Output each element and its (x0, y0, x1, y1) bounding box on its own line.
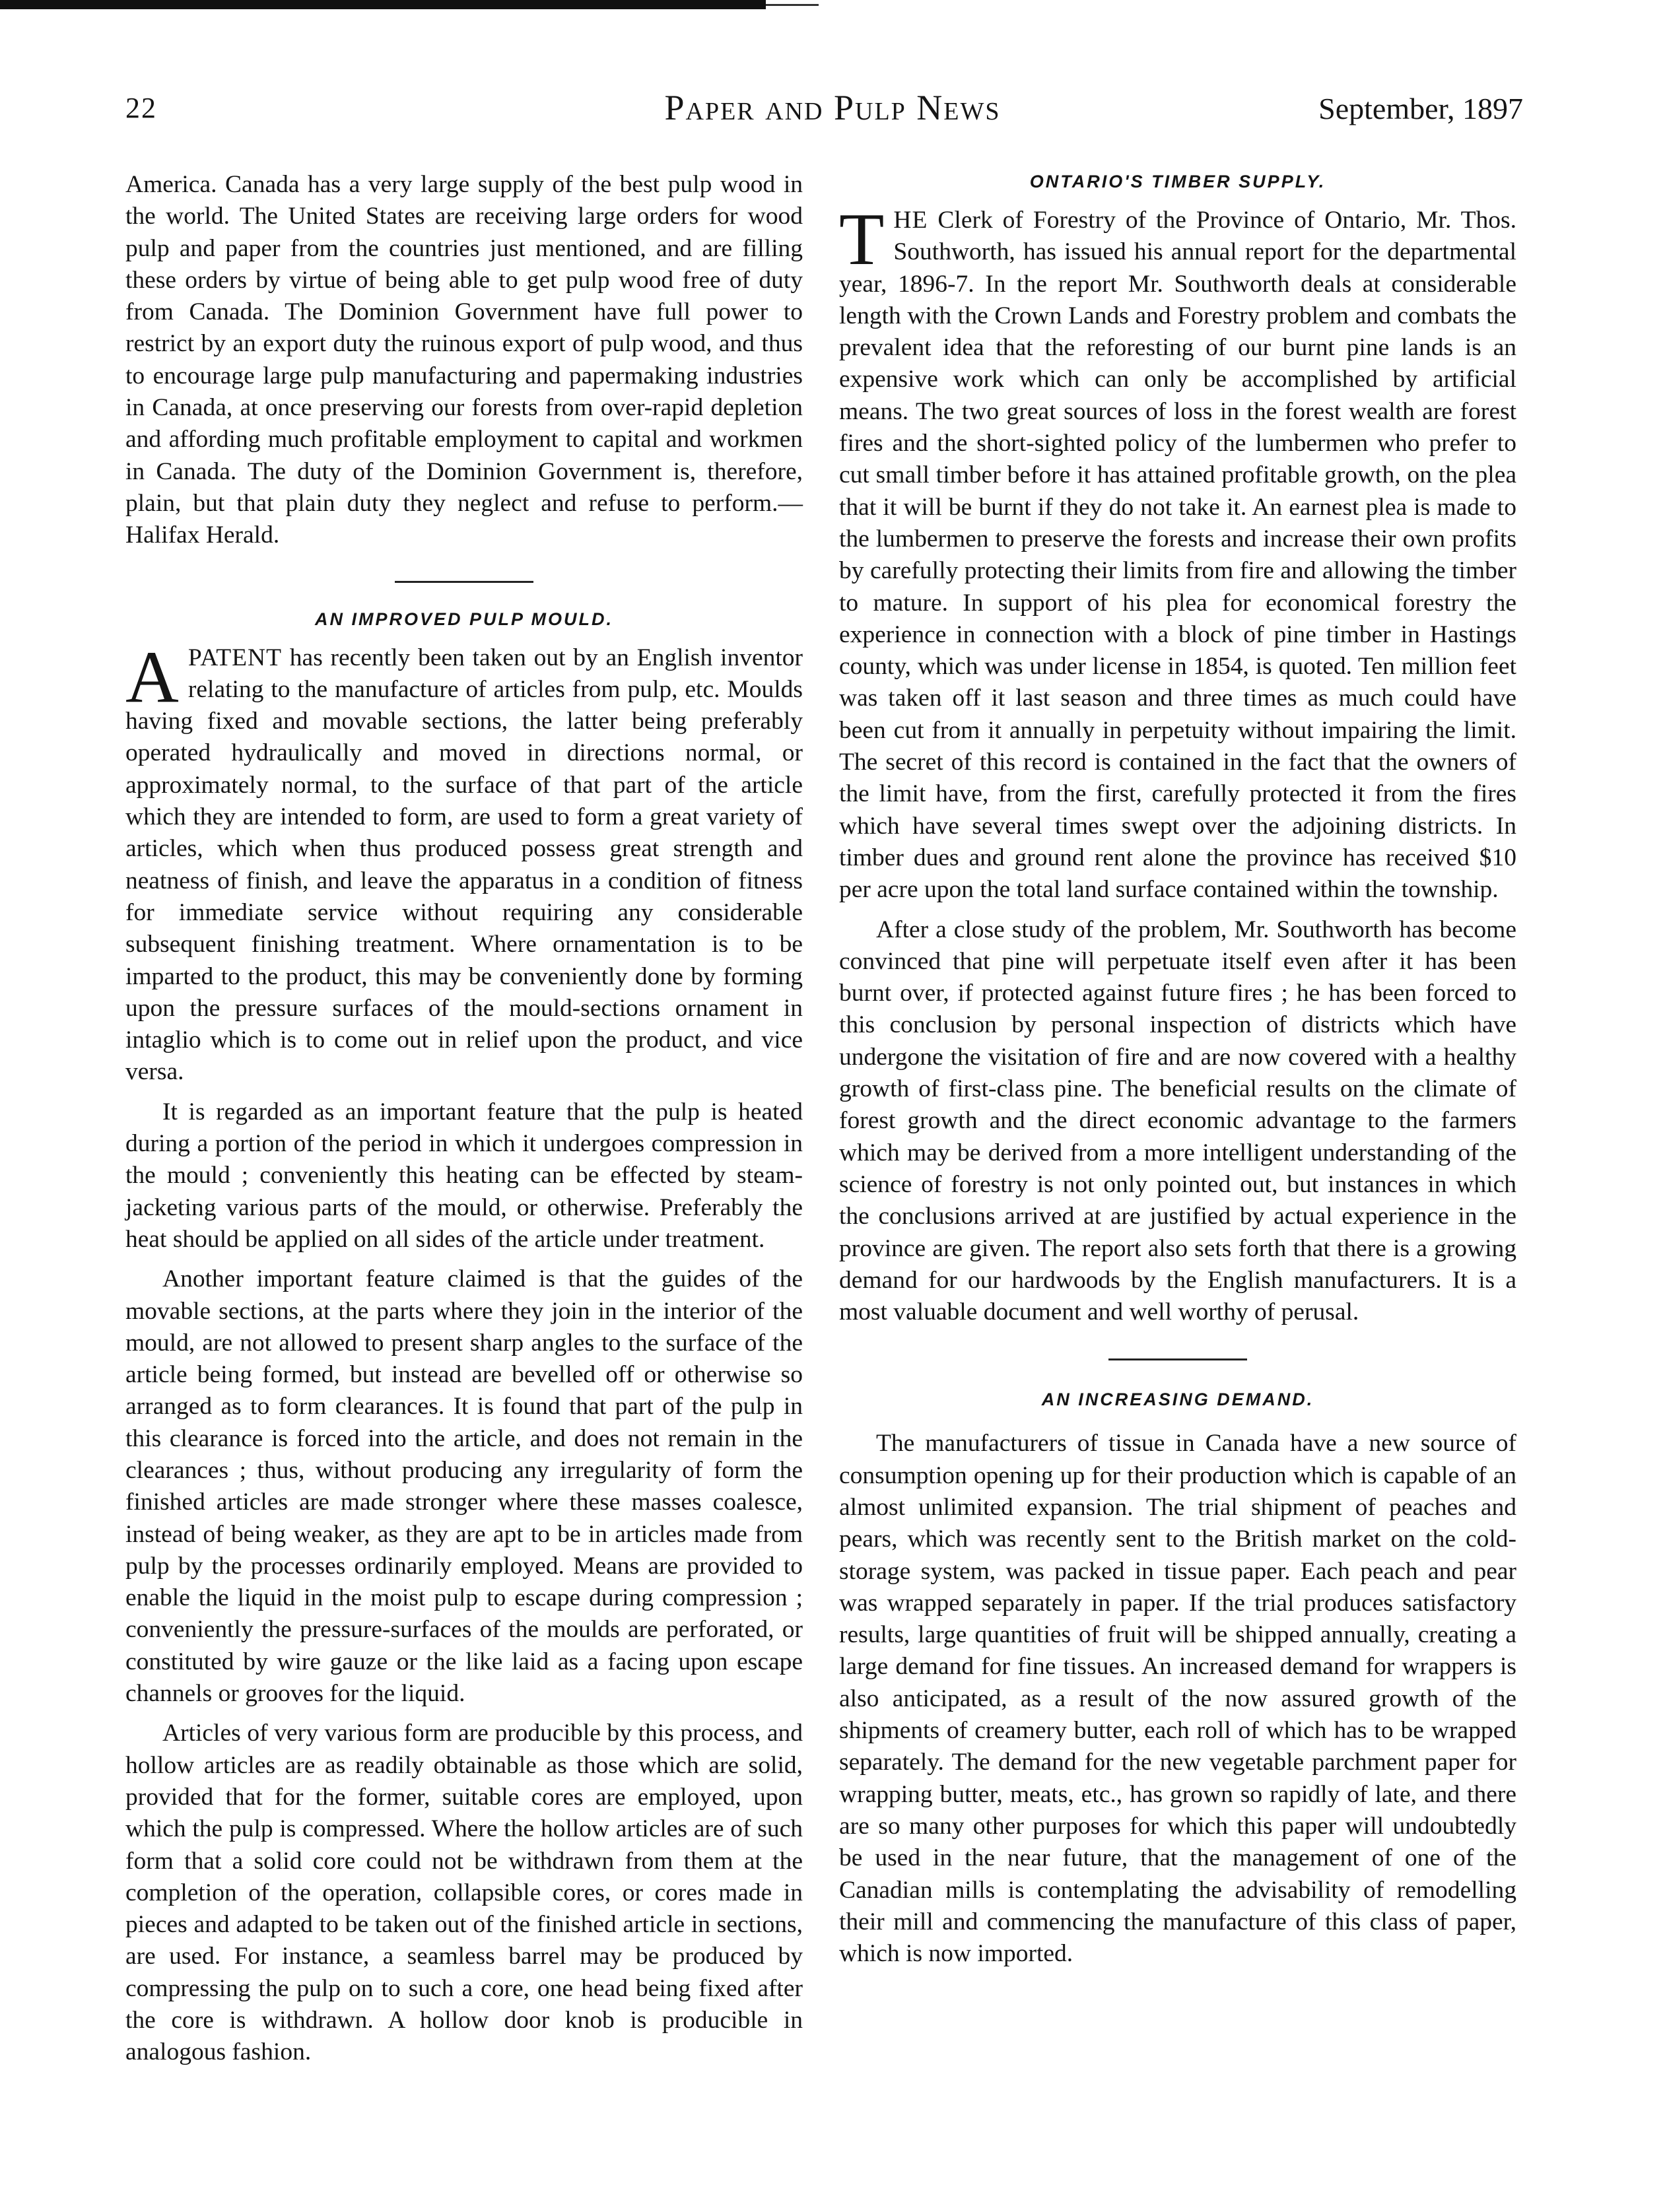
pulp-mould-paragraph-3: Another important feature claimed is that the guides of the movable sections, at the parts where they join in the interior of the mould, are not allowed to present sharp angles to the surface of the article being formed, but instead are bevelled off or otherwise so arranged as to form clearances. It is found that part of the pulp in this clearance is forced into the article, and does not remain in the clearances ; thus, without producing any irregularity of form the finished articles are made stronger where these masses coalesce, instead of being weaker, as they are apt to be in articles made from pulp by the processes ordinarily employed. Means are provided to enable the liquid in the moist pulp to escape during compression ; conveniently the pressure-surfaces of the moulds are perforated, or constituted by wire gauze or the like laid as a facing upon escape channels or grooves for the liquid. (125, 1265, 803, 1708)
halifax-herald-paragraph: America. Canada has a very large supply of the best pulp wood in the world. The United States are receiving large orders for wood pulp and paper from the countries just mentioned, and are filling these orders by virtue of being able to get pulp wood free of duty from Canada. The Dominion Government have full power to restrict by an export duty the ruinous export of pulp wood, and thus to encourage large pulp manufacturing and papermaking industries in Canada, at once preserving our forests from over-rapid depletion and affording much profitable employment to capital and workmen in Canada. The duty of the Dominion Government is, therefore, plain, but that plain duty they neglect and refuse to perform.—Halifax Herald. (125, 171, 803, 549)
issue-date: September, 1897 (1318, 92, 1523, 125)
paragraph-text: has recently been taken out by an English inventor relating to the manufacture of articles from pulp, etc. Moulds having fixed and movable sections, the latter being preferably operated hydraulically and moved in directions normal, or approximately normal, to the surface of that part of the article which they are intended to form, are used to form a great variety of articles, which when thus produced possess great strength and neatness of finish, and leave the apparatus in a condition of fitness for immediate service without requiring any considerable subsequent finishing treatment. Where ornamentation is to be imparted to the product, this may be conveniently done by forming upon the pressure surfaces of the mould-sections ornament in intaglio which is to come out in relief upon the product, and vice versa. (125, 644, 803, 1086)
drop-cap: T (839, 199, 885, 281)
increasing-demand-heading: AN INCREASING DEMAND. (1041, 1390, 1314, 1410)
timber-paragraph-2: After a close study of the problem, Mr. Southworth has become convinced that pine will perpetuate itself even after it has been burnt over, if protected against future fires ; he has been forced to this conclusion by personal inspection of districts which have undergone the visitation of fire and are now covered with a healthy growth of first-class pine. The beneficial results on the climate of forest growth and the direct economic advantage to the farmers which may be derived from a more intelligent understanding of the science of forestry is not only pointed out, but instances in which the conclusions arrived at are justified by actual experience in the province are given. The report also sets forth that there is a growing demand for our hardwoods by the English manufacturers. It is a most valuable document and well worthy of perusal. (839, 916, 1516, 1326)
left-column (125, 169, 803, 2077)
timber-paragraph-1 (839, 199, 1516, 906)
page-number: 22 (125, 92, 157, 124)
right-column (839, 169, 1516, 1978)
pulp-mould-paragraph-1 (125, 636, 803, 1089)
paragraph-text: Clerk of Forestry of the Province of Ontario, Mr. Thos. Southworth, has issued his annual report for the departmental year, 1896-7. In the report Mr. Southworth deals at considerable length with the Crown Lands and Forestry problem and combats the prevalent idea that the reforesting of our burnt pine lands is an expensive work which can only be accomplished by artificial means. The two great sources of loss in the forest wealth are forest fires and the short-sighted policy of the lumbermen who prefer to cut small timber before it has attained profitable growth, on the plea that it will be burnt if they do not take it. An earnest plea is made to the lumbermen to preserve the forests and increase their own profits by carefully protecting their limits from fire and allowing the timber to mature. In support of his plea for economical forestry the experience in connection with a block of pine timber in Hastings county, which was under license in 1854, is quoted. Ten million feet was taken off it last season and three times as much could have been cut from it annually in perpetuity without impairing the limit. The secret of this record is contained in the fact that the owners of the limit have, from the first, carefully protected it from the fires which have several times swept over the adjoining districts. In timber dues and ground rent alone the province has received $10 per acre upon the total land surface contained within the township. (839, 207, 1516, 904)
pulp-mould-paragraph-2: It is regarded as an important feature that the pulp is heated during a portion of the period in which it undergoes compression in the mould ; conveniently this heating can be effected by steam-jacketing various parts of the mould, or otherwise. Preferably the heat should be applied on all sides of the article under treatment. (125, 1098, 803, 1253)
drop-cap: A (125, 636, 179, 718)
pulp-mould-heading: AN IMPROVED PULP MOULD. (314, 609, 613, 629)
running-header (0, 88, 1665, 137)
journal-title: Paper and Pulp News (664, 88, 1001, 127)
top-rule (0, 0, 766, 9)
lead-word: HE (893, 207, 928, 234)
lead-word: PATENT (187, 644, 283, 671)
section-divider (1108, 1358, 1247, 1360)
top-rule-tail (766, 4, 819, 6)
demand-paragraph-1: The manufacturers of tissue in Canada have a new source of consumption opening up for their production which is capable of an almost unlimited expansion. The trial shipment of peaches and pears, which was recently sent to the British market on the cold-storage system, was packed in tissue paper. Each peach and pear was wrapped separately in paper. If the trial produces satisfactory results, large quantities of fruit will be shipped annually, creating a large demand for fine tissues. An increased demand for wrappers is also anticipated, as a result of the now assured growth of the shipments of creamery butter, each roll of which has to be wrapped separately. The demand for the new vegetable parchment paper for wrapping butter, meats, etc., has grown so rapidly of late, and there are so many other purposes for which this paper will undoubtedly be used in the near future, that the management of one of the Canadian mills is contemplating the advisability of remodelling their mill and commencing the manufacture of this class of paper, which is now imported. (839, 1430, 1516, 1968)
timber-supply-heading: ONTARIO'S TIMBER SUPPLY. (1029, 172, 1326, 191)
section-divider (395, 581, 533, 583)
pulp-mould-paragraph-4: Articles of very various form are producible by this process, and hollow articles are as readily obtainable as those which are solid, provided that for the former, suitable cores are employed, upon which the pulp is compressed. Where the hollow articles are of such form that a solid core could not be withdrawn from them at the completion of the operation, collapsible cores, or cores made in pieces and adapted to be taken out of the finished article in sections, are used. For instance, a seamless barrel may be produced by compressing the pulp on to such a core, one head being fixed after the core is withdrawn. A hollow door knob is producible in analogous fashion. (125, 1720, 803, 2066)
